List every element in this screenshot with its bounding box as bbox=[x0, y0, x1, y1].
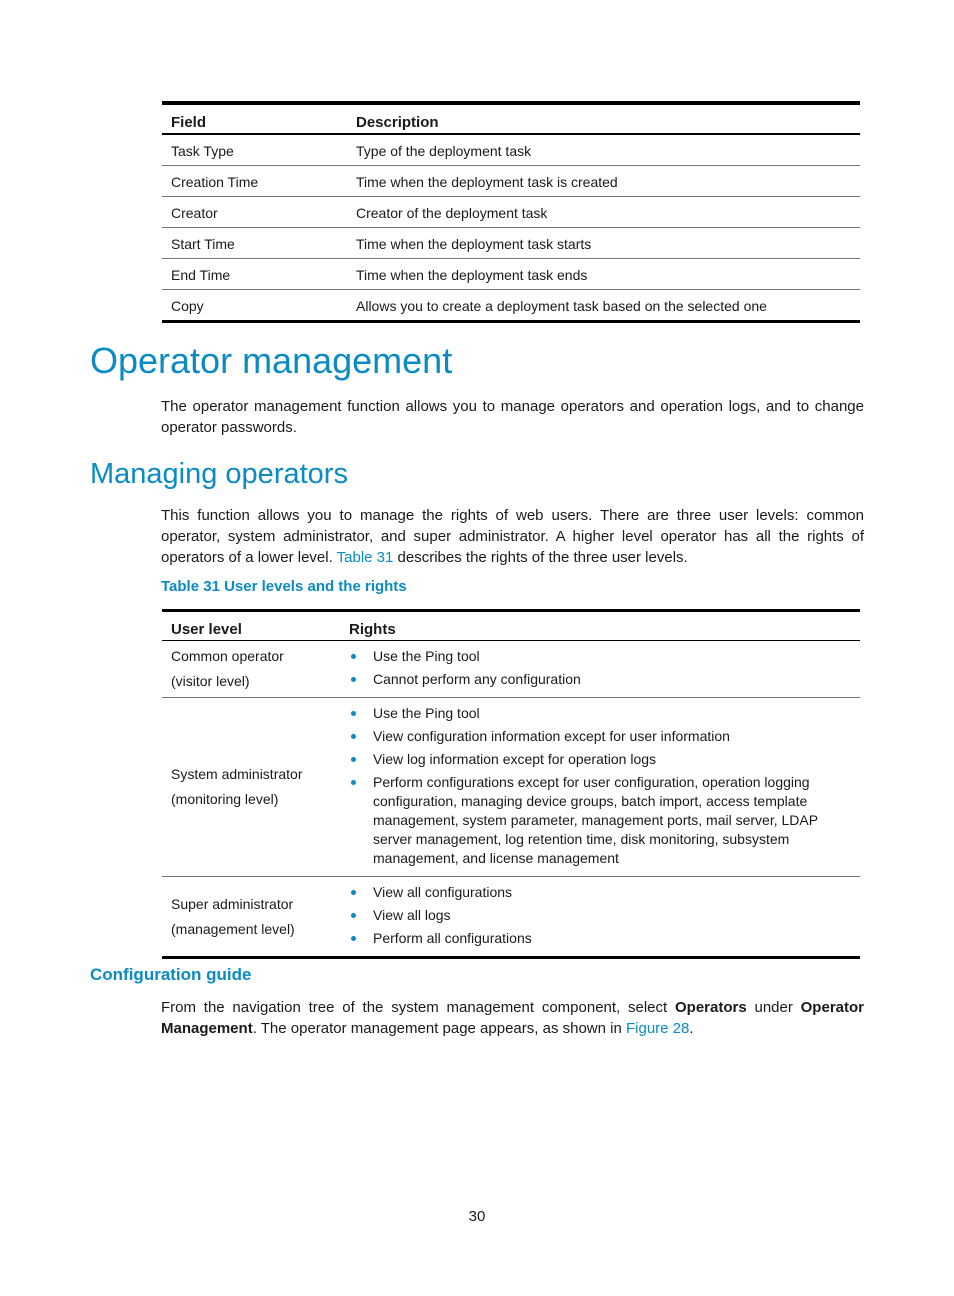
description-cell: Time when the deployment task ends bbox=[347, 259, 860, 290]
table-row bbox=[162, 259, 860, 290]
field-cell: Task Type bbox=[162, 134, 347, 166]
table-header-rights: Rights bbox=[340, 611, 860, 641]
rights-list-item: View all configurations bbox=[349, 883, 852, 902]
description-cell: Time when the deployment task is created bbox=[347, 166, 860, 197]
rights-list-item: View all logs bbox=[349, 906, 852, 925]
field-cell: Copy bbox=[171, 298, 204, 314]
rights-list-item: Perform all configurations bbox=[349, 929, 852, 948]
user-level-name: System administrator bbox=[171, 766, 303, 782]
table-31-link[interactable]: Table 31 bbox=[336, 549, 394, 566]
user-level-alias: (monitoring level) bbox=[171, 791, 279, 807]
configuration-guide-paragraph bbox=[161, 997, 864, 1039]
paragraph-text: . bbox=[689, 1020, 694, 1037]
rights-cell bbox=[340, 641, 860, 698]
section-title-configuration-guide: Configuration guide bbox=[90, 965, 252, 984]
user-level-alias: (visitor level) bbox=[171, 673, 250, 689]
rights-list-item: View log information except for operation logs bbox=[349, 750, 852, 769]
deployment-task-fields-table bbox=[162, 101, 860, 323]
table-header-user-level: User level bbox=[162, 611, 340, 641]
description-cell: Creator of the deployment task bbox=[347, 197, 860, 228]
table-row bbox=[162, 877, 860, 958]
table-header-description: Description bbox=[347, 103, 860, 134]
table-row bbox=[162, 228, 860, 259]
table-caption: Table 31 User levels and the rights bbox=[161, 578, 407, 595]
field-cell: Creation Time bbox=[162, 166, 347, 197]
user-level-name: Common operator bbox=[171, 648, 284, 664]
rights-list-item: Cannot perform any configuration bbox=[349, 670, 852, 689]
user-level-name: Super administrator bbox=[171, 895, 294, 912]
description-cell: Allows you to create a deployment task based on the selected one bbox=[356, 298, 767, 314]
paragraph-text: This function allows you to manage the rights of web users. There are three user levels: common operator, system administrator, and super administrator. A higher level operator has all the rights of operators of a lower level. bbox=[161, 507, 864, 566]
user-level-cell bbox=[162, 698, 340, 877]
user-level-alias: (management level) bbox=[171, 920, 295, 937]
paragraph-text: under bbox=[746, 999, 801, 1016]
figure-28-link[interactable]: Figure 28 bbox=[625, 1020, 690, 1037]
paragraph-text: From the navigation tree of the system management component, select bbox=[161, 999, 675, 1016]
user-level-cell bbox=[162, 877, 340, 958]
operator-management-intro: The operator management function allows you to manage operators and operation logs, and to change operator passwords. bbox=[161, 398, 864, 436]
table-header-field: Field bbox=[162, 103, 347, 134]
rights-list-item: Use the Ping tool bbox=[349, 647, 852, 666]
menu-path-operators: Operators bbox=[674, 999, 747, 1016]
field-cell: Start Time bbox=[162, 228, 347, 259]
field-cell: Creator bbox=[162, 197, 347, 228]
user-level-cell bbox=[162, 641, 340, 698]
description-cell: Time when the deployment task starts bbox=[347, 228, 860, 259]
page-number: 30 bbox=[468, 1208, 486, 1225]
rights-cell bbox=[340, 698, 860, 877]
description-cell: Type of the deployment task bbox=[347, 134, 860, 166]
field-cell: End Time bbox=[162, 259, 347, 290]
rights-list-item: View configuration information except for user information bbox=[349, 727, 852, 746]
section-title-operator-management: Operator management bbox=[90, 340, 453, 381]
section-title-managing-operators: Managing operators bbox=[90, 458, 348, 490]
table-row bbox=[162, 166, 860, 197]
rights-cell bbox=[340, 877, 860, 958]
paragraph-text: . The operator management page appears, as shown in bbox=[252, 1020, 626, 1037]
table-row bbox=[162, 134, 860, 166]
table-row bbox=[162, 290, 860, 322]
table-row bbox=[162, 641, 860, 698]
managing-operators-paragraph bbox=[161, 505, 864, 568]
menu-path-operator-management: Operator Management bbox=[161, 999, 864, 1037]
paragraph-text: describes the rights of the three user levels. bbox=[393, 549, 688, 566]
user-levels-table bbox=[162, 609, 860, 959]
rights-list-item: Perform configurations except for user configuration, operation logging configuration, managing device groups, batch import, access template management, system parameter, management ports, mail server, LDAP server management, log retention time, disk monitoring, subsystem management, and license management bbox=[349, 773, 852, 868]
rights-list-item: Use the Ping tool bbox=[349, 704, 852, 723]
table-row bbox=[162, 197, 860, 228]
table-row bbox=[162, 698, 860, 877]
